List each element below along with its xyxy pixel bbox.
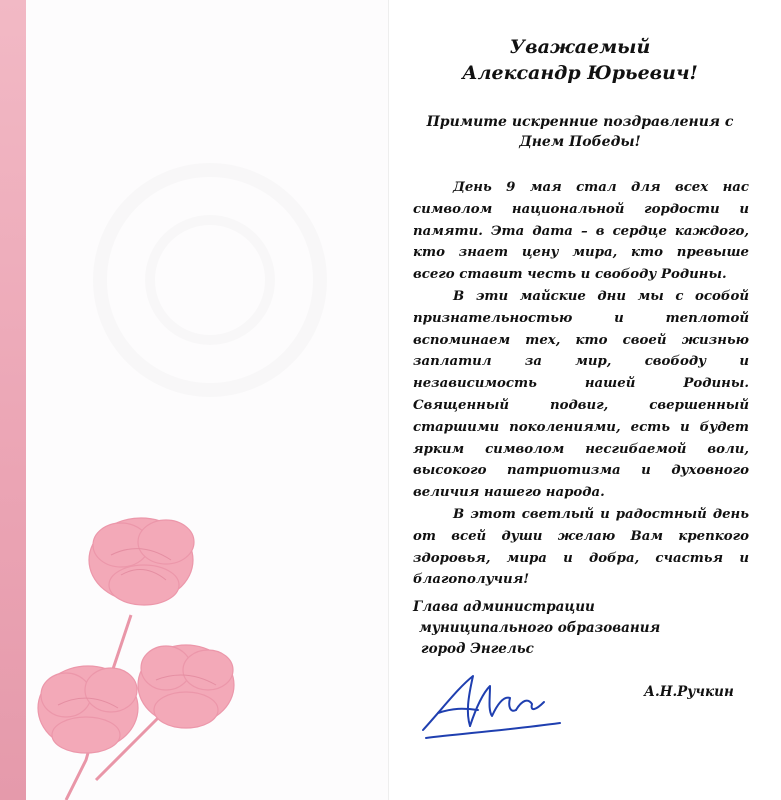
- greeting-intro: [410, 112, 750, 152]
- card-left-panel: [0, 0, 388, 800]
- intro-line-1: Примите искренние поздравления с: [426, 114, 734, 130]
- salutation: [410, 34, 750, 86]
- card-fold-line: [388, 0, 389, 800]
- intro-line-2: Днем Победы!: [519, 134, 641, 150]
- paragraph-2: В эти майские дни мы с особой признательностью и теплотой вспоминаем тех, кто своей жизнью заплатил за мир, свободу и независимость нашей Родины. Священный подвиг, свершенный старшими поколениями, есть и будет ярким символом несгибаемой воли, высокого патриотизма и духовного величия нашего народа.: [413, 288, 749, 501]
- watermark-ornament: [60, 120, 360, 440]
- paragraph-1: День 9 мая стал для всех нас символом национальной гордости и памяти. Эта дата – в сердце каждого, кто знает цену мира, кто превыше всего ставит честь и свободу Родины.: [413, 180, 749, 283]
- salutation-line-1: Уважаемый: [509, 36, 651, 58]
- paragraph-3: В этот светлый и радостный день от всей души желаю Вам крепкого здоровья, мира и добра, счастья и благополучия!: [413, 506, 749, 588]
- salutation-line-2: Александр Юрьевич!: [462, 62, 698, 84]
- letter-body: [413, 177, 749, 591]
- handwritten-signature: [418, 668, 568, 743]
- signer-title-line-3: город Энгельс: [421, 641, 534, 657]
- signer-title-line-1: Глава администрации: [413, 599, 595, 615]
- pink-strip: [0, 0, 26, 800]
- signer-title-line-2: муниципального образования: [419, 620, 661, 636]
- signer-title: [413, 597, 753, 660]
- carnation-flowers-icon: [26, 500, 266, 800]
- signer-name: А.Н.Ручкин: [644, 684, 734, 700]
